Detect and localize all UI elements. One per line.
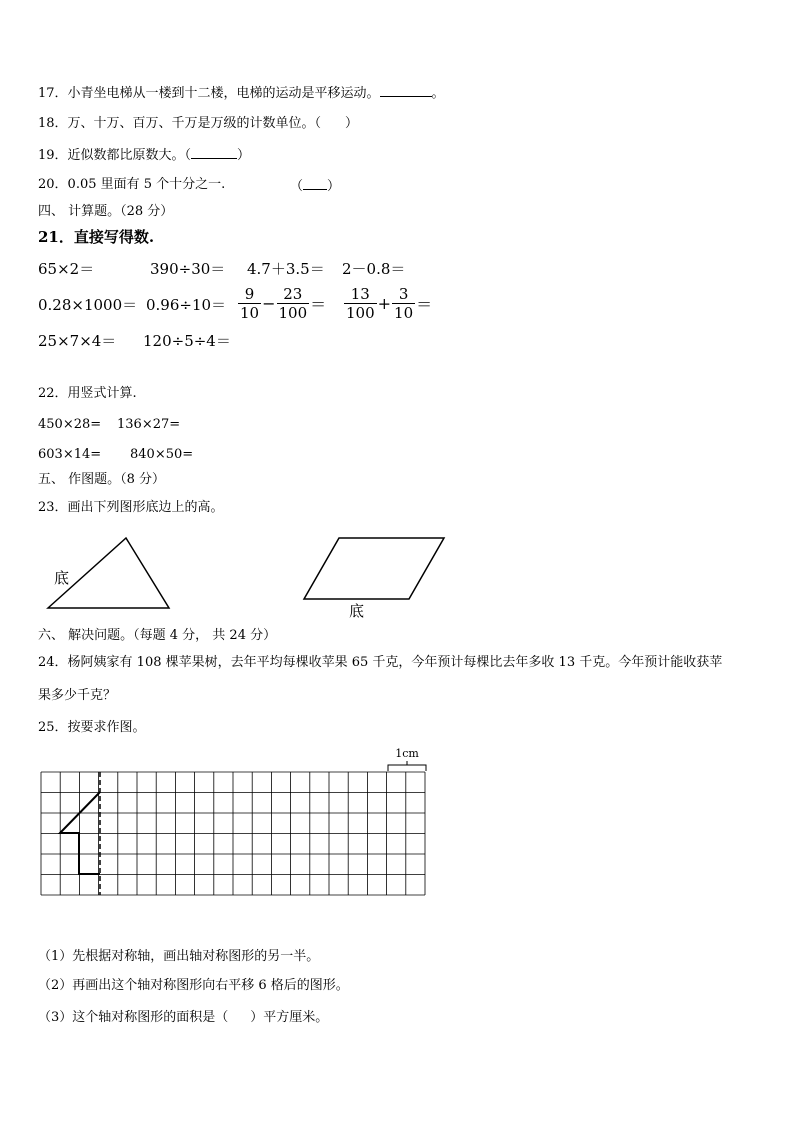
question-20-answer — [290, 177, 340, 195]
calc-25x7x4: 25×7×4＝ — [38, 332, 117, 350]
minus-sign: − — [262, 294, 276, 313]
answer-blank-20[interactable] — [303, 177, 327, 190]
fraction-13-100: $\frac{13}{100}$ — [346, 285, 375, 322]
calc-fraction-subtract — [238, 285, 327, 322]
triangle-base-label: 底 — [54, 569, 70, 587]
section-5-title: 五、 作图题。（8 分） — [38, 472, 166, 487]
question-25-sub-1: （1）先根据对称轴，画出轴对称图形的另一半。 — [38, 949, 320, 964]
question-22-title: 22．用竖式计算. — [38, 386, 137, 401]
question-18-text: 18．万、十万、百万、千万是万级的计数单位。（ — [38, 116, 322, 131]
parallelogram-figure — [298, 532, 450, 606]
calc-2minus0.8: 2－0.8＝ — [342, 260, 406, 278]
half-figure — [60, 792, 100, 874]
question-19 — [38, 146, 250, 164]
calc-603x14: 603×14= — [38, 447, 102, 462]
calc-65x2: 65×2＝ — [38, 260, 95, 278]
fraction-3-10: $\frac{3}{10}$ — [394, 285, 414, 322]
question-21-title: 21．直接写得数. — [38, 228, 155, 246]
question-24-line-2: 果多少千克？ — [38, 688, 117, 703]
calc-120div5div4: 120÷5÷4＝ — [143, 332, 231, 350]
calc-fraction-add — [344, 285, 433, 322]
question-17 — [38, 84, 445, 102]
question-24-line-1: 24．杨阿姨家有 108 棵苹果树，去年平均每棵收苹果 65 千克，今年预计每棵比去年多收 13 千克。今年预计能收获苹 — [38, 655, 723, 670]
scale-label: 1cm — [395, 747, 419, 760]
parallelogram-base-label: 底 — [349, 602, 365, 620]
fraction-9-10: $\frac{9}{10}$ — [240, 285, 260, 322]
calc-0.96div10: 0.96÷10＝ — [146, 296, 227, 314]
calc-0.28x1000: 0.28×1000＝ — [38, 296, 138, 314]
question-19-text: 19．近似数都比原数大。（ — [38, 148, 192, 163]
plus-sign: + — [377, 294, 392, 313]
answer-blank-17[interactable] — [380, 84, 432, 97]
grid-lines — [41, 772, 425, 895]
equals-sign: ＝ — [310, 295, 327, 314]
calc-390div30: 390÷30＝ — [150, 260, 226, 278]
question-25-title: 25．按要求作图。 — [38, 720, 146, 735]
question-20-text: 20．0.05 里面有 5 个十分之一. — [38, 177, 226, 192]
question-19-end: ） — [237, 148, 251, 163]
calc-136x27: 136×27= — [117, 417, 181, 432]
calc-840x50: 840×50= — [130, 447, 194, 462]
question-18-end: ） — [345, 116, 359, 131]
question-17-text: 17．小青坐电梯从一楼到十二楼，电梯的运动是平移运动。 — [38, 86, 380, 101]
question-18 — [38, 116, 358, 132]
question-20 — [38, 177, 225, 193]
square-grid — [36, 742, 436, 902]
section-6-title: 六、 解决问题。（每题 4 分， 共 24 分） — [38, 628, 277, 643]
scale-bracket — [388, 765, 426, 771]
question-23-title: 23．画出下列图形底边上的高。 — [38, 500, 224, 515]
question-25-sub-2: （2）再画出这个轴对称图形向右平移 6 格后的图形。 — [38, 978, 349, 993]
calc-450x28: 450×28= — [38, 417, 102, 432]
question-25-sub-3-start: （3）这个轴对称图形的面积是（ — [38, 1010, 229, 1025]
equals-sign: ＝ — [416, 295, 433, 314]
question-20-end: ） — [327, 179, 341, 194]
answer-blank-19[interactable] — [191, 146, 237, 159]
question-20-open: （ — [290, 179, 304, 194]
question-17-end: 。 — [431, 86, 445, 101]
section-4-title: 四、 计算题。（28 分） — [38, 204, 174, 219]
fraction-23-100: $\frac{23}{100}$ — [278, 285, 308, 322]
question-25-sub-3-end: ）平方厘米。 — [250, 1010, 329, 1025]
calc-4.7plus3.5: 4.7＋3.5＝ — [247, 260, 325, 278]
question-25-sub-3 — [38, 1010, 328, 1026]
